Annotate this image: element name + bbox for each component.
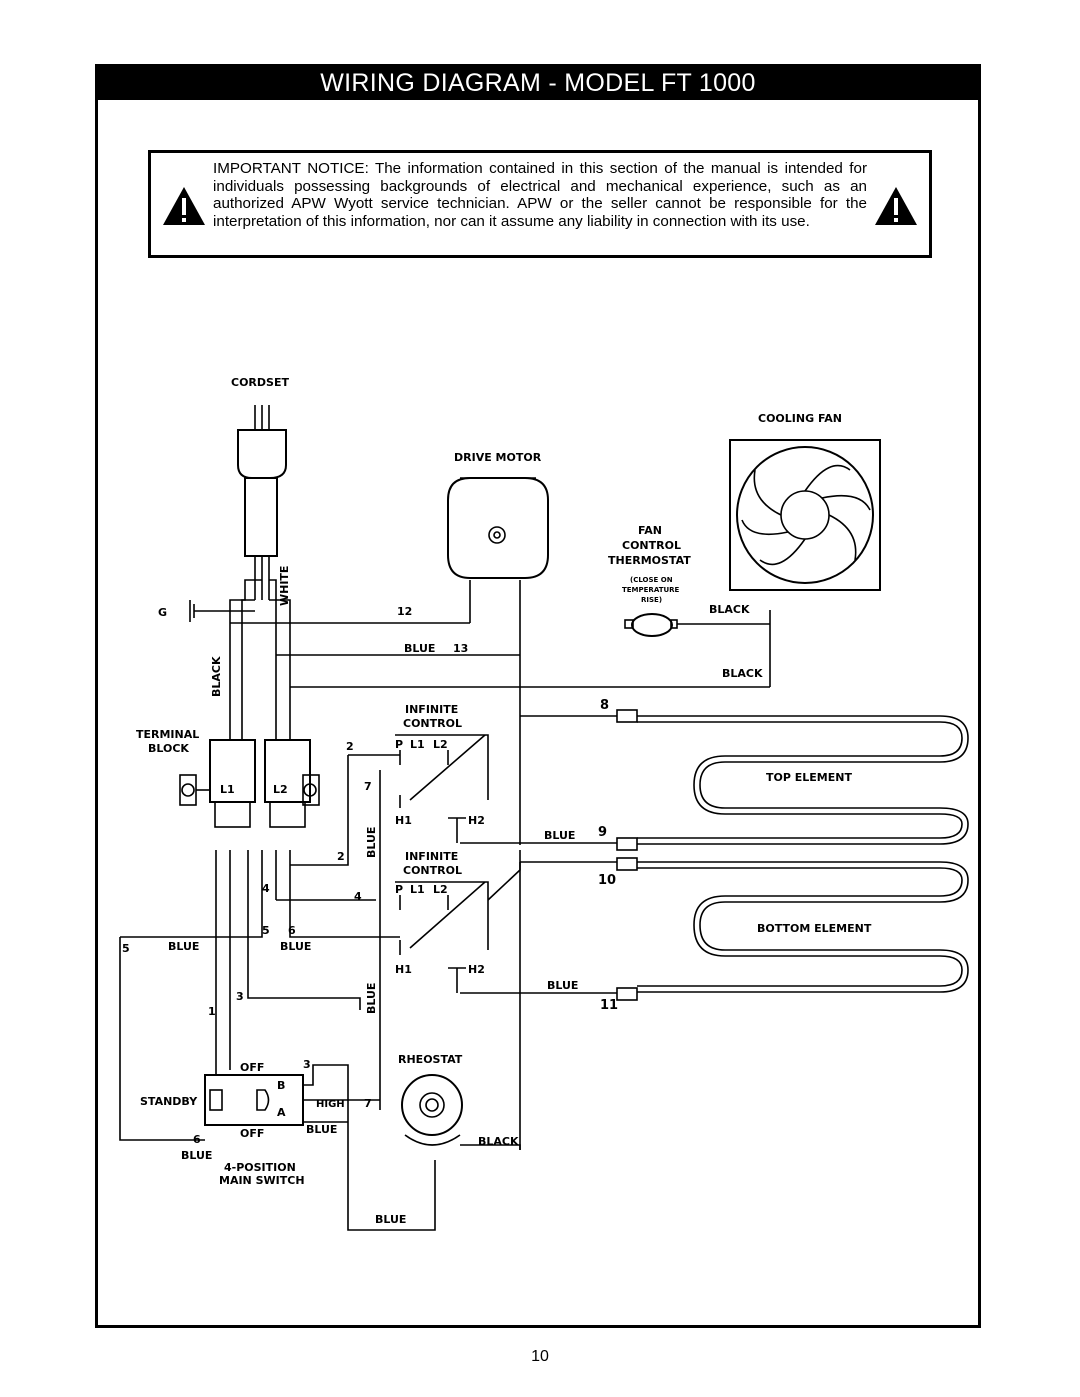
label-off-top: OFF: [240, 1061, 265, 1074]
label-blue-11: BLUE: [547, 979, 579, 992]
label-blue-5: BLUE: [168, 940, 200, 953]
label-g: G: [158, 606, 168, 619]
label-blue-switch: BLUE: [306, 1123, 338, 1136]
label-ic-h2: H2: [468, 814, 485, 827]
label-ic-p: P: [395, 738, 404, 751]
label-rheostat: RHEOSTAT: [398, 1053, 463, 1066]
label-block: BLOCK: [148, 742, 189, 755]
label-icb-l2: L2: [433, 883, 448, 896]
label-wire-5a: 5: [122, 942, 130, 955]
label-blue-vertical-1: BLUE: [365, 826, 378, 858]
label-control: CONTROL: [622, 539, 681, 552]
label-wire-6: 6: [288, 924, 296, 937]
label-main-switch: MAIN SWITCH: [219, 1174, 305, 1187]
label-wire-3b: 3: [303, 1058, 311, 1071]
notice-text: IMPORTANT NOTICE: The information contained in this section of the manual is intended for individuals possessing backgrounds of electrical and mechanical experience, such as an authorized APW Wyott service technician. APW or the seller cannot be responsible for the interpretation of this information, nor can it assume any liability in connection with its use.: [213, 160, 867, 230]
label-control-top: CONTROL: [403, 717, 462, 730]
top-element: [520, 710, 968, 850]
label-wire-4a: 4: [262, 882, 270, 895]
label-a: A: [277, 1106, 286, 1119]
page-number: 10: [531, 1348, 549, 1365]
label-control-bottom: CONTROL: [403, 864, 462, 877]
label-wire-9: 9: [598, 825, 608, 840]
wire-12: [230, 580, 470, 623]
label-blue-vertical-2: BLUE: [365, 982, 378, 1014]
label-wire-3a: 3: [236, 990, 244, 1003]
label-wire-10: 10: [598, 873, 617, 888]
label-ic-l2: L2: [433, 738, 448, 751]
label-wire-12: 12: [397, 605, 413, 618]
label-l2: L2: [273, 783, 288, 796]
label-blue-6: BLUE: [280, 940, 312, 953]
label-thermostat: THERMOSTAT: [608, 554, 691, 567]
label-wire-7b: 7: [364, 1097, 372, 1110]
label-black-rheo: BLACK: [478, 1135, 519, 1148]
label-wire-1: 1: [208, 1005, 216, 1018]
wire-13: [276, 580, 520, 660]
drive-motor: [448, 478, 548, 578]
label-wire-11: 11: [600, 998, 619, 1013]
label-blue-under-switch: BLUE: [181, 1149, 213, 1162]
label-top-element: TOP ELEMENT: [766, 771, 852, 784]
label-icb-h1: H1: [395, 963, 412, 976]
label-l1: L1: [220, 783, 235, 796]
label-wire-8: 8: [600, 698, 610, 713]
label-standby: STANDBY: [140, 1095, 198, 1108]
label-off-bottom: OFF: [240, 1127, 265, 1140]
label-drive-motor: DRIVE MOTOR: [454, 451, 542, 464]
label-cordset: CORDSET: [231, 376, 289, 389]
infinite-control-bottom: [395, 862, 520, 993]
label-rise: RISE): [641, 596, 663, 604]
terminal-block: [180, 740, 319, 827]
label-bottom-element: BOTTOM ELEMENT: [757, 922, 872, 935]
fan-control-thermostat: [625, 614, 770, 636]
label-wire-7a: 7: [364, 780, 372, 793]
label-wire-6b: 6: [193, 1133, 201, 1146]
label-icb-p: P: [395, 883, 404, 896]
label-temperature: TEMPERATURE: [622, 586, 680, 594]
label-terminal: TERMINAL: [136, 728, 200, 741]
label-infinite-top: INFINITE: [405, 703, 459, 716]
label-blue-9: BLUE: [544, 829, 576, 842]
label-wire-2a: 2: [346, 740, 354, 753]
label-b: B: [277, 1079, 286, 1092]
label-wire-5b: 5: [262, 924, 270, 937]
label-blue-bottom: BLUE: [375, 1213, 407, 1226]
label-cooling-fan: COOLING FAN: [758, 412, 842, 425]
label-black-fan-2: BLACK: [722, 667, 763, 680]
ground-symbol: [190, 600, 255, 622]
label-high: HIGH: [316, 1099, 345, 1110]
label-icb-l1: L1: [410, 883, 425, 896]
label-4-position: 4-POSITION: [224, 1161, 296, 1174]
label-ic-l1: L1: [410, 738, 425, 751]
label-close-on: (CLOSE ON: [630, 576, 673, 584]
label-icb-h2: H2: [468, 963, 485, 976]
main-switch: [205, 1075, 303, 1125]
label-fan: FAN: [638, 524, 662, 537]
label-white: WHITE: [278, 565, 291, 606]
label-wire-13: 13: [453, 642, 469, 655]
cooling-fan: [730, 440, 880, 590]
label-black-vertical: BLACK: [210, 656, 223, 697]
bottom-element: [520, 858, 968, 1000]
label-wire-4b: 4: [354, 890, 362, 903]
page-title: WIRING DIAGRAM - MODEL FT 1000: [98, 67, 978, 100]
label-ic-h1: H1: [395, 814, 412, 827]
label-wire-2b: 2: [337, 850, 345, 863]
label-black-fan: BLACK: [709, 603, 750, 616]
label-blue-13: BLUE: [404, 642, 436, 655]
label-infinite-bottom: INFINITE: [405, 850, 459, 863]
